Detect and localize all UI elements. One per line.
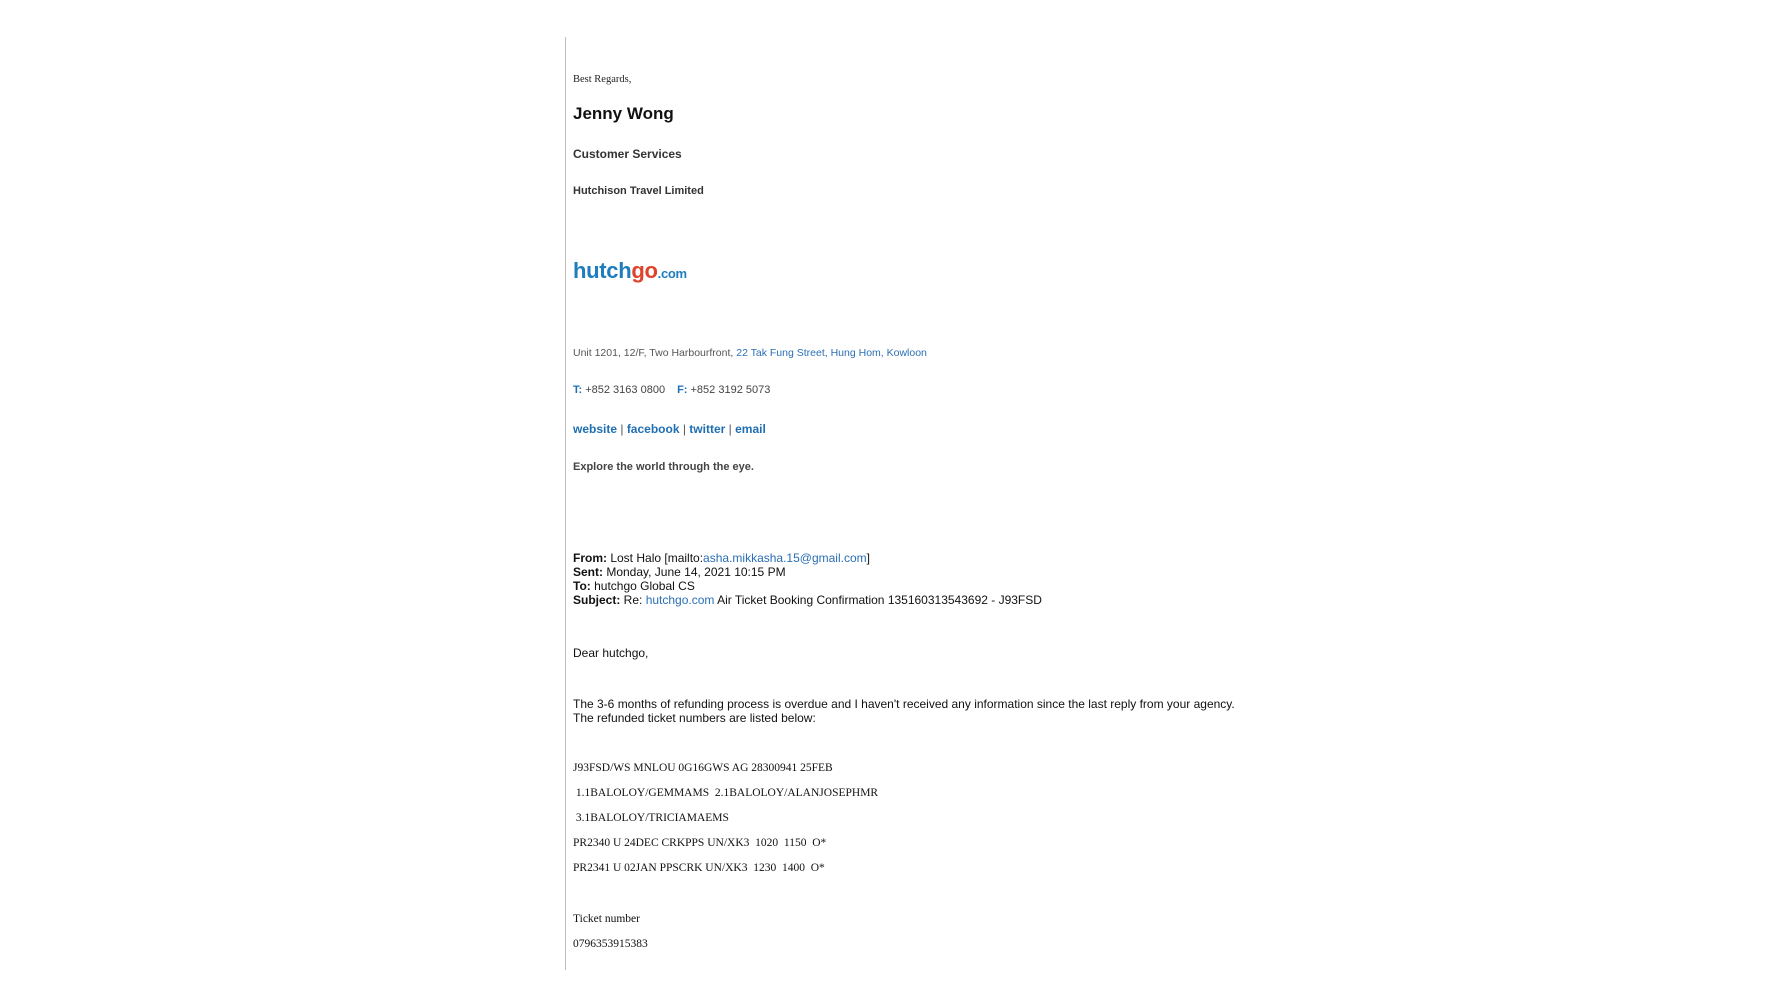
signature-phone <box>573 384 770 396</box>
logo-text-go: go <box>631 258 658 283</box>
signature-company: Hutchison Travel Limited <box>573 185 704 197</box>
subject-prefix: Re: <box>620 593 646 607</box>
email-sent-line <box>573 565 786 579</box>
logo-text-com: .com <box>657 266 687 281</box>
ticket-number-value: 0796353915383 <box>573 938 648 950</box>
signature-address <box>573 347 927 359</box>
phone-label: T: <box>573 384 583 396</box>
subject-label: Subject: <box>573 593 621 607</box>
signature-tagline: Explore the world through the eye. <box>573 461 754 473</box>
signature-links <box>573 422 766 436</box>
link-separator: | <box>617 422 627 436</box>
signature-name: Jenny Wong <box>573 104 674 123</box>
link-separator: | <box>679 422 690 436</box>
pnr-line: 1.1BALOLOY/GEMMAMS 2.1BALOLOY/ALANJOSEPHMR <box>573 787 879 799</box>
pnr-line: PR2341 U 02JAN PPSCRK UN/XK3 1230 1400 O* <box>573 862 825 874</box>
email-greeting: Dear hutchgo, <box>573 646 649 660</box>
email-from-line <box>573 551 870 565</box>
to-label: To: <box>573 579 591 593</box>
fax-label: F: <box>677 384 688 396</box>
quote-divider <box>565 37 566 970</box>
pnr-line: J93FSD/WS MNLOU 0G16GWS AG 28300941 25FEB <box>573 762 833 774</box>
from-email-link[interactable]: asha.mikkasha.15@gmail.com <box>703 551 867 565</box>
ticket-number-label: Ticket number <box>573 913 640 925</box>
from-name: Lost Halo [mailto: <box>607 551 704 565</box>
address-link[interactable]: 22 Tak Fung Street, Hung Hom, Kowloon <box>736 347 927 359</box>
from-end: ] <box>866 551 870 565</box>
twitter-link[interactable]: twitter <box>689 422 726 436</box>
email-to-line <box>573 579 695 593</box>
subject-rest: Air Ticket Booking Confirmation 135160313543692 - J93FSD <box>714 593 1042 607</box>
facebook-link[interactable]: facebook <box>626 422 680 436</box>
logo-text-hutch: hutch <box>573 258 632 283</box>
signature-role: Customer Services <box>573 147 682 161</box>
signature-regards: Best Regards, <box>573 74 632 85</box>
pnr-line: PR2340 U 24DEC CRKPPS UN/XK3 1020 1150 O* <box>573 837 827 849</box>
to-value: hutchgo Global CS <box>590 579 695 593</box>
website-link[interactable]: website <box>573 422 618 436</box>
fax-number: +852 3192 5073 <box>687 384 771 396</box>
email-subject-line <box>573 593 1042 607</box>
link-separator: | <box>725 422 736 436</box>
address-text: Unit 1201, 12/F, Two Harbourfront, <box>573 347 737 359</box>
from-label: From: <box>573 551 607 565</box>
email-body-line: The 3-6 months of refunding process is overdue and I haven't received any information since the last reply from your agency. <box>573 697 1235 711</box>
hutchgo-logo <box>573 258 687 284</box>
sent-value: Monday, June 14, 2021 10:15 PM <box>603 565 786 579</box>
phone-number: +852 3163 0800 <box>582 384 666 396</box>
pnr-line: 3.1BALOLOY/TRICIAMAEMS <box>573 812 729 824</box>
email-link[interactable]: email <box>735 422 766 436</box>
subject-link[interactable]: hutchgo.com <box>645 593 715 607</box>
sent-label: Sent: <box>573 565 603 579</box>
email-body-line: The refunded ticket numbers are listed below: <box>573 711 816 725</box>
